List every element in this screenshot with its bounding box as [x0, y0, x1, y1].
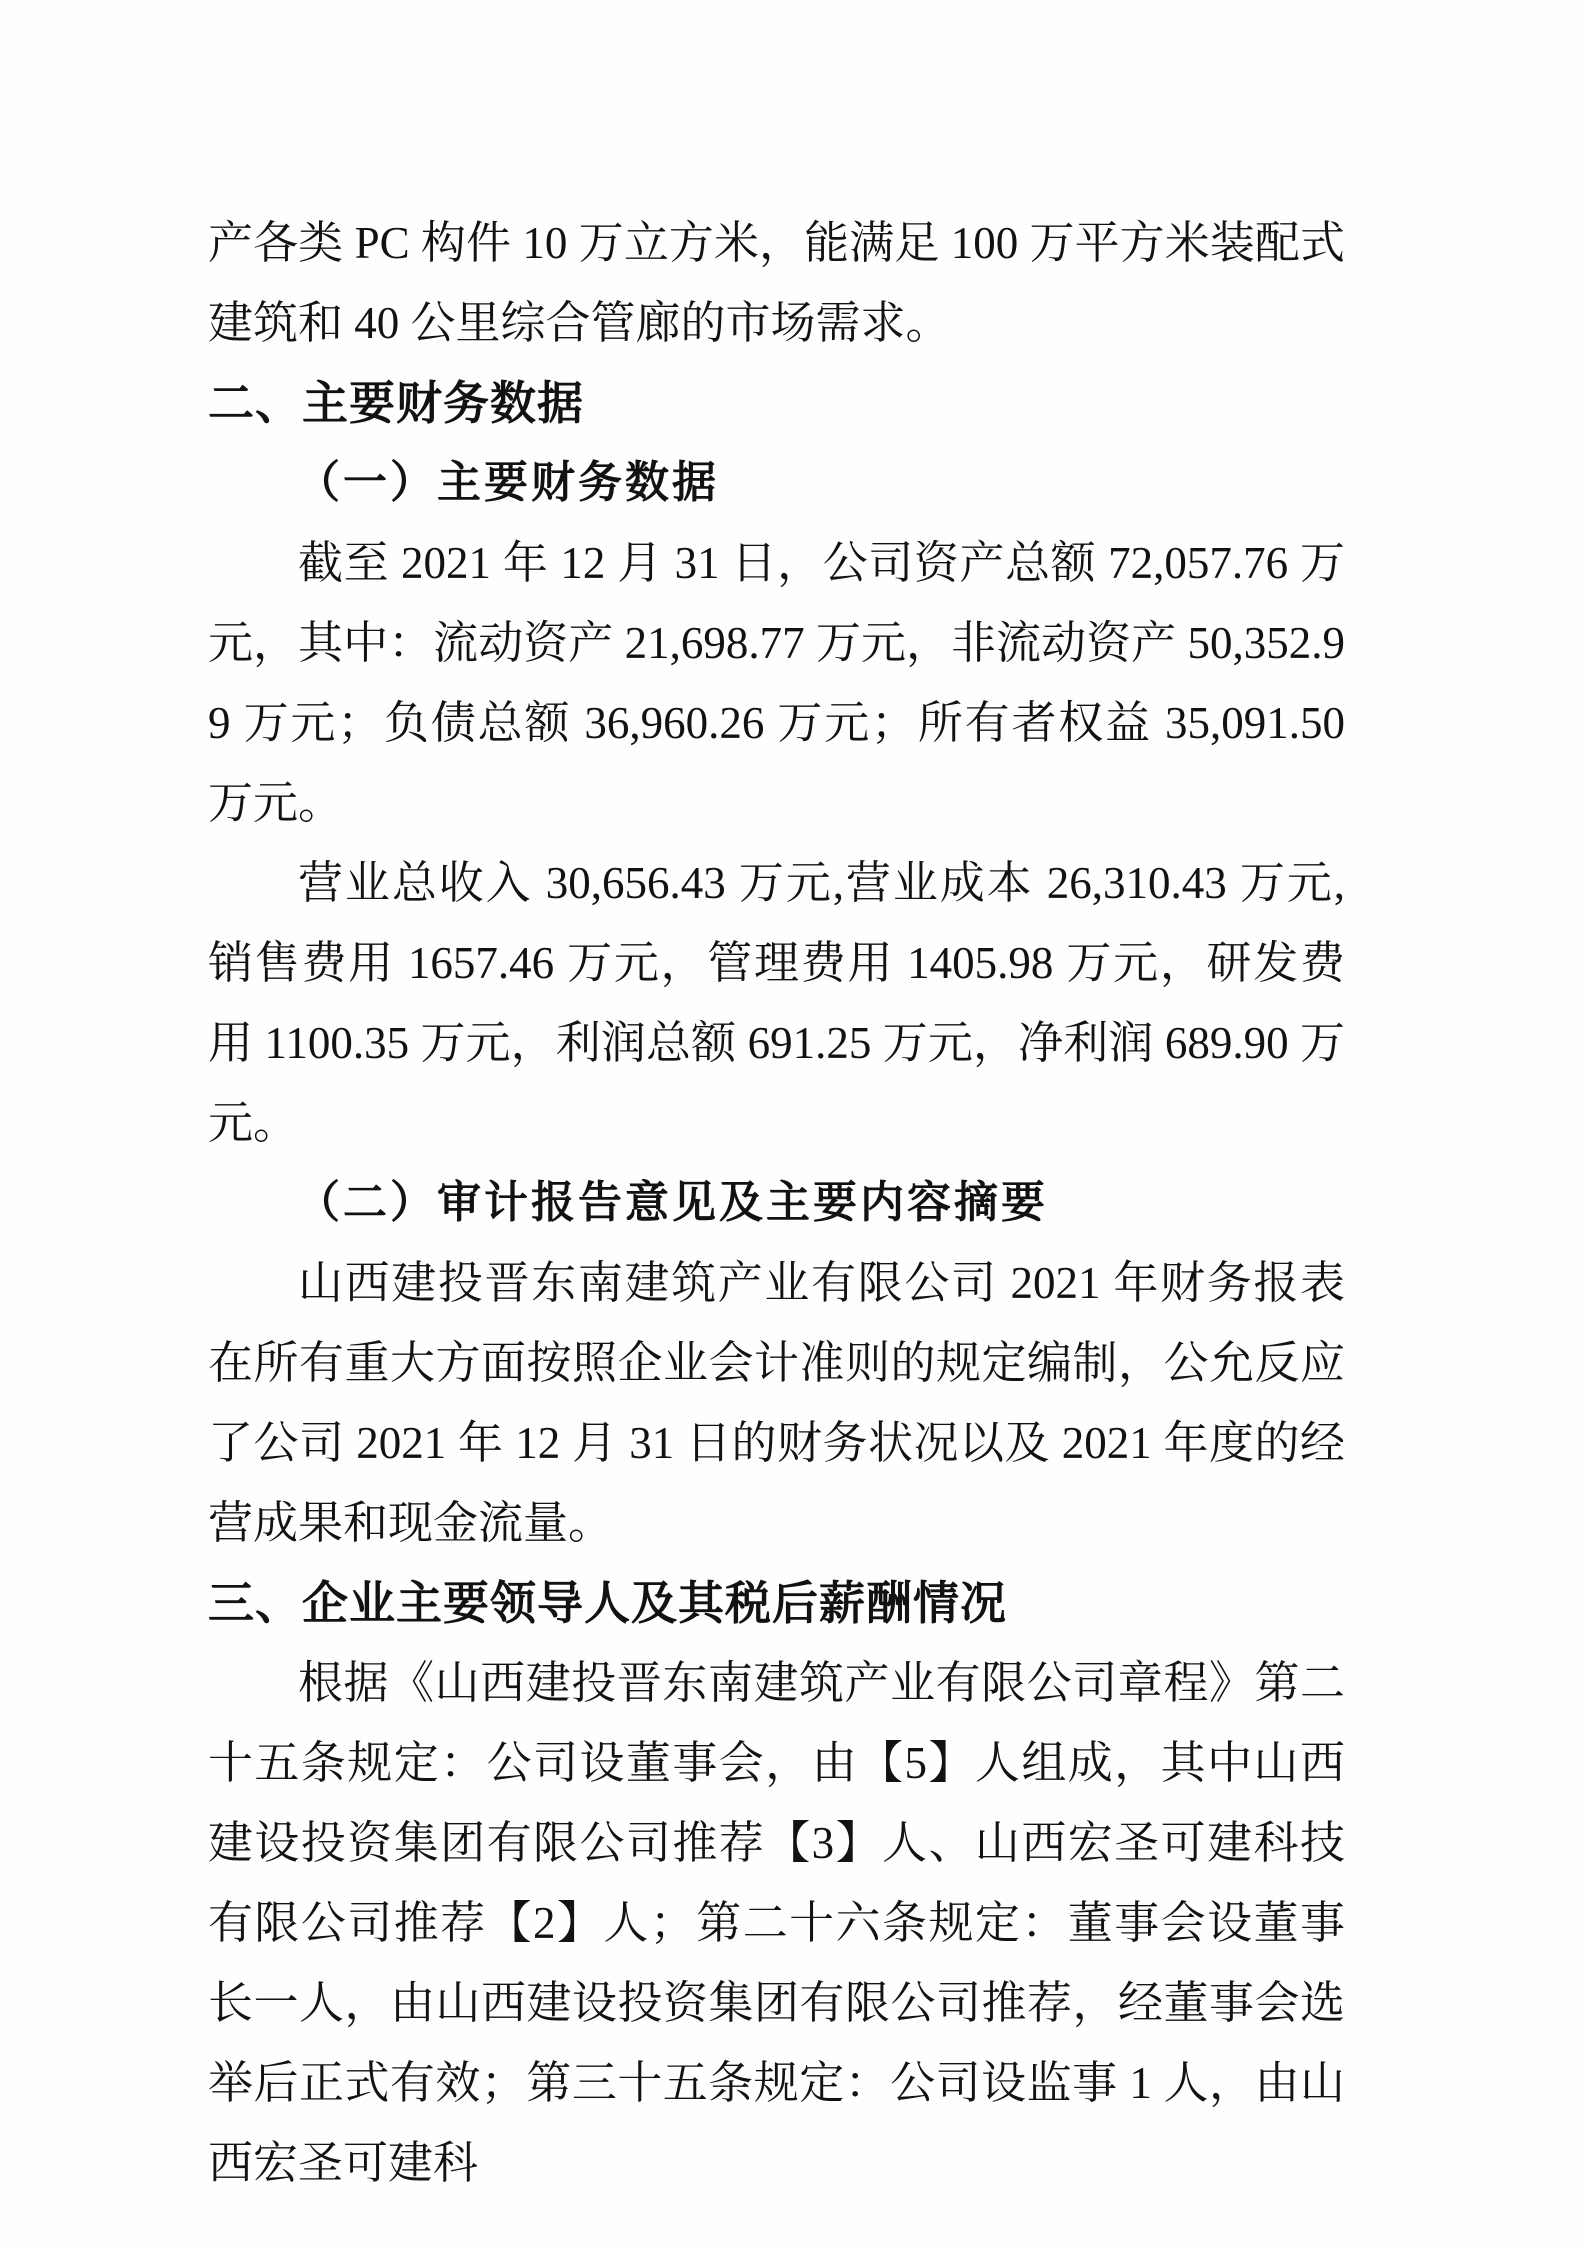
section-heading-leadership-compensation: 三、企业主要领导人及其税后薪酬情况 — [208, 1577, 1007, 1629]
body-paragraph-income-statement: 营业总收入 30,656.43 万元,营业成本 26,310.43 万元,销售费用 1657.46 万元，管理费用 1405.98 万元，研发费用 1100.35 万元，利润总额 691.25 万元，净利润 689.90 万元。 — [208, 858, 1345, 1148]
body-paragraph-audit-opinion: 山西建投晋东南建筑产业有限公司 2021 年财务报表在所有重大方面按照企业会计准则的规定编制，公允反应了公司 2021 年 12 月 31 日的财务状况以及 2021 年度的经营成果和现金流量。 — [208, 1258, 1345, 1548]
section-heading-financial-data: 二、主要财务数据 — [208, 377, 584, 429]
body-paragraph-continuation: 产各类 PC 构件 10 万立方米，能满足 100 万平方米装配式建筑和 40 公里综合管廊的市场需求。 — [208, 218, 1345, 348]
subsection-heading-main-financial-data: （一）主要财务数据 — [296, 458, 719, 507]
body-paragraph-governance: 根据《山西建投晋东南建筑产业有限公司章程》第二十五条规定：公司设董事会，由【5】人组成，其中山西建设投资集团有限公司推荐【3】人、山西宏圣可建科技有限公司推荐【2】人；第二十六条规定：董事会设董事长一人，由山西建设投资集团有限公司推荐，经董事会选举后正式有效；第三十五条规定：公司设监事 1 人，由山西宏圣可建科 — [208, 1658, 1345, 2188]
body-paragraph-balance-sheet: 截至 2021 年 12 月 31 日，公司资产总额 72,057.76 万元，其中：流动资产 21,698.77 万元，非流动资产 50,352.99 万元；负债总额 36,960.26 万元；所有者权益 35,091.50 万元。 — [208, 538, 1345, 828]
subsection-heading-audit-opinion: （二）审计报告意见及主要内容摘要 — [296, 1178, 1048, 1227]
